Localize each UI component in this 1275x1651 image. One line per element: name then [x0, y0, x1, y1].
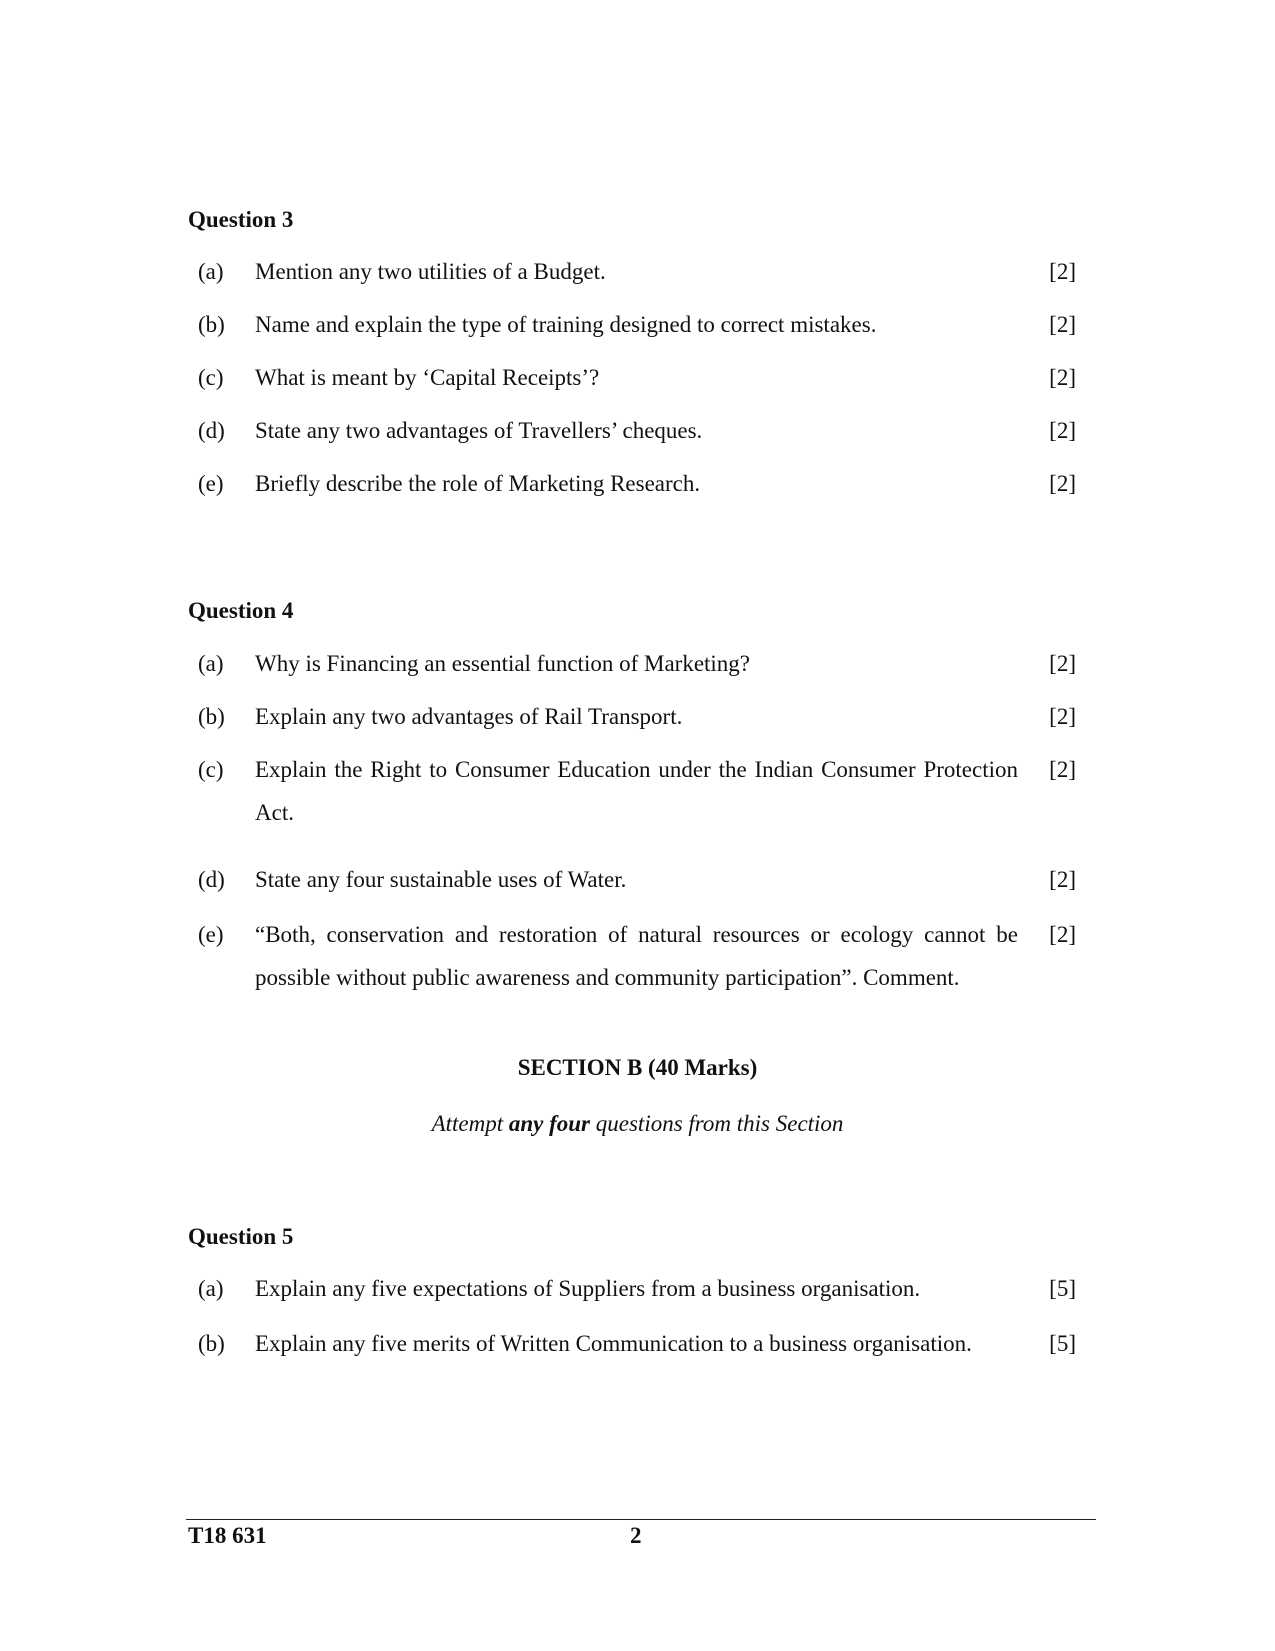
part-marks: [2]	[1049, 365, 1076, 390]
part-text: Mention any two utilities of a Budget.	[255, 259, 606, 284]
question-5-title: Question 5	[188, 1224, 294, 1249]
part-label: (d)	[198, 418, 225, 443]
question-4-title: Question 4	[188, 598, 294, 623]
page-number: 2	[630, 1523, 642, 1548]
question-3-title: Question 3	[188, 207, 294, 232]
part-marks: [2]	[1049, 651, 1076, 676]
part-marks: [2]	[1049, 259, 1076, 284]
part-text: Explain the Right to Consumer Education under the Indian Consumer Protection Act.	[255, 757, 1018, 825]
part-label: (b)	[198, 1331, 225, 1356]
instruction-emphasis: any four	[508, 1111, 591, 1136]
part-label: (a)	[198, 259, 224, 284]
instruction-suffix: questions from this Section	[590, 1111, 844, 1136]
part-label: (a)	[198, 1276, 224, 1301]
part-label: (c)	[198, 365, 224, 390]
section-b-instruction	[0, 1109, 1275, 1139]
part-marks: [2]	[1049, 312, 1076, 337]
part-label: (e)	[198, 471, 224, 496]
part-text: Briefly describe the role of Marketing Research.	[255, 471, 701, 496]
part-text: Why is Financing an essential function of Marketing?	[255, 651, 751, 676]
section-b-title: SECTION B (40 Marks)	[517, 1055, 758, 1080]
part-marks: [2]	[1049, 418, 1076, 443]
part-marks: [2]	[1049, 867, 1076, 892]
part-text: Explain any two advantages of Rail Transport.	[255, 704, 683, 729]
part-text: State any four sustainable uses of Water.	[255, 867, 627, 892]
part-marks: [5]	[1049, 1331, 1076, 1356]
part-label: (a)	[198, 651, 224, 676]
paper-code: T18 631	[188, 1523, 267, 1548]
part-label: (b)	[198, 704, 225, 729]
part-marks: [5]	[1049, 1276, 1076, 1301]
part-marks: [2]	[1049, 471, 1076, 496]
part-text: Name and explain the type of training designed to correct mistakes.	[255, 312, 877, 337]
part-text: State any two advantages of Travellers’ cheques.	[255, 418, 703, 443]
part-text: What is meant by ‘Capital Receipts’?	[255, 365, 600, 390]
part-text: “Both, conservation and restoration of natural resources or ecology cannot be possible without public awareness and community participation”. Comment.	[255, 922, 1018, 990]
part-label: (c)	[198, 757, 224, 782]
part-marks: [2]	[1049, 757, 1076, 782]
part-text: Explain any five expectations of Suppliers from a business organisation.	[255, 1276, 921, 1301]
part-marks: [2]	[1049, 704, 1076, 729]
part-text: Explain any five merits of Written Communication to a business organisation.	[255, 1331, 972, 1356]
part-label: (d)	[198, 867, 225, 892]
part-label: (e)	[198, 922, 224, 947]
footer-divider	[186, 1519, 1096, 1520]
part-label: (b)	[198, 312, 225, 337]
part-marks: [2]	[1049, 922, 1076, 947]
instruction-prefix: Attempt	[431, 1111, 509, 1136]
